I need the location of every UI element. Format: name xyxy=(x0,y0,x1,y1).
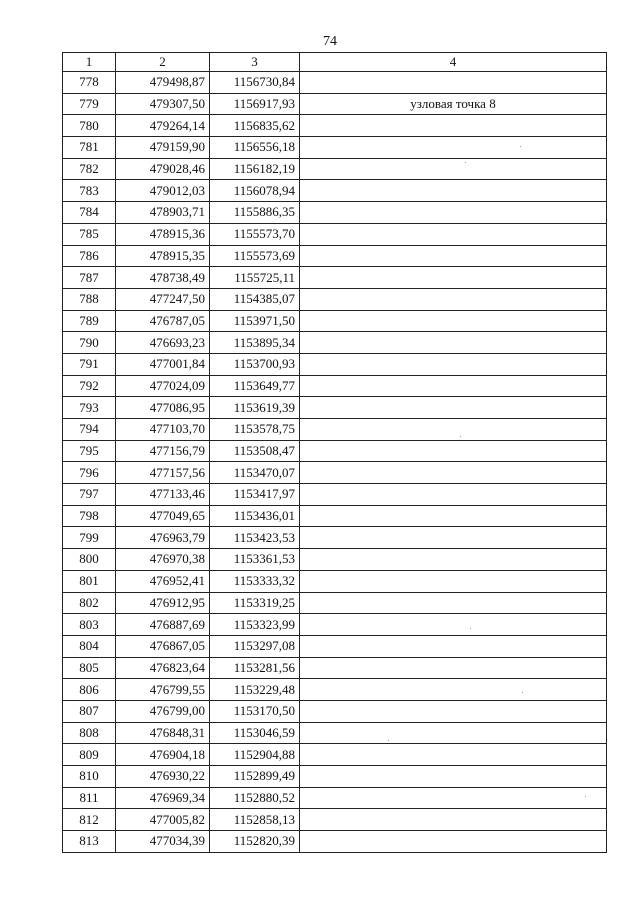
note-cell: узловая точка 8 xyxy=(300,93,607,115)
table-row xyxy=(63,115,607,137)
table-row xyxy=(63,267,607,289)
y-coordinate-cell: 1153971,50 xyxy=(210,310,300,332)
point-number-cell: 807 xyxy=(63,700,116,722)
x-coordinate-cell: 477086,95 xyxy=(116,397,210,419)
y-coordinate-cell: 1156835,62 xyxy=(210,115,300,137)
table-row xyxy=(63,809,607,831)
x-coordinate-cell: 476787,05 xyxy=(116,310,210,332)
table-row xyxy=(63,592,607,614)
point-number-cell: 794 xyxy=(63,419,116,441)
scan-speck xyxy=(465,162,466,163)
point-number-cell: 797 xyxy=(63,484,116,506)
x-coordinate-cell: 476904,18 xyxy=(116,744,210,766)
point-number-cell: 790 xyxy=(63,332,116,354)
table-row xyxy=(63,744,607,766)
y-coordinate-cell: 1153361,53 xyxy=(210,549,300,571)
x-coordinate-cell: 476912,95 xyxy=(116,592,210,614)
x-coordinate-cell: 479498,87 xyxy=(116,72,210,94)
point-number-cell: 793 xyxy=(63,397,116,419)
y-coordinate-cell: 1152904,88 xyxy=(210,744,300,766)
y-coordinate-cell: 1155725,11 xyxy=(210,267,300,289)
table-row xyxy=(63,570,607,592)
point-number-cell: 789 xyxy=(63,310,116,332)
y-coordinate-cell: 1152820,39 xyxy=(210,831,300,853)
y-coordinate-cell: 1153700,93 xyxy=(210,353,300,375)
table-row xyxy=(63,419,607,441)
x-coordinate-cell: 477157,56 xyxy=(116,462,210,484)
note-cell xyxy=(300,592,607,614)
y-coordinate-cell: 1153895,34 xyxy=(210,332,300,354)
x-coordinate-cell: 479159,90 xyxy=(116,137,210,159)
table-row xyxy=(63,462,607,484)
table-row xyxy=(63,202,607,224)
header-col-2: 2 xyxy=(116,53,210,72)
y-coordinate-cell: 1156182,19 xyxy=(210,158,300,180)
note-cell xyxy=(300,614,607,636)
point-number-cell: 781 xyxy=(63,137,116,159)
y-coordinate-cell: 1155573,70 xyxy=(210,223,300,245)
x-coordinate-cell: 479307,50 xyxy=(116,93,210,115)
table-row xyxy=(63,93,607,115)
point-number-cell: 788 xyxy=(63,288,116,310)
note-cell xyxy=(300,484,607,506)
note-cell xyxy=(300,115,607,137)
note-cell xyxy=(300,288,607,310)
point-number-cell: 792 xyxy=(63,375,116,397)
note-cell xyxy=(300,397,607,419)
point-number-cell: 805 xyxy=(63,657,116,679)
note-cell xyxy=(300,419,607,441)
x-coordinate-cell: 476970,38 xyxy=(116,549,210,571)
point-number-cell: 803 xyxy=(63,614,116,636)
coordinates-table xyxy=(62,52,607,853)
note-cell xyxy=(300,310,607,332)
x-coordinate-cell: 477133,46 xyxy=(116,484,210,506)
table-row xyxy=(63,332,607,354)
y-coordinate-cell: 1156078,94 xyxy=(210,180,300,202)
page-number: 74 xyxy=(323,34,337,49)
table-row xyxy=(63,137,607,159)
table-row xyxy=(63,787,607,809)
note-cell xyxy=(300,831,607,853)
x-coordinate-cell: 476887,69 xyxy=(116,614,210,636)
table-row xyxy=(63,766,607,788)
note-cell xyxy=(300,809,607,831)
note-cell xyxy=(300,440,607,462)
x-coordinate-cell: 477049,65 xyxy=(116,505,210,527)
x-coordinate-cell: 477024,09 xyxy=(116,375,210,397)
y-coordinate-cell: 1153508,47 xyxy=(210,440,300,462)
point-number-cell: 812 xyxy=(63,809,116,831)
y-coordinate-cell: 1152858,13 xyxy=(210,809,300,831)
point-number-cell: 795 xyxy=(63,440,116,462)
table-row xyxy=(63,180,607,202)
point-number-cell: 813 xyxy=(63,831,116,853)
note-cell xyxy=(300,180,607,202)
point-number-cell: 798 xyxy=(63,505,116,527)
y-coordinate-cell: 1153229,48 xyxy=(210,679,300,701)
y-coordinate-cell: 1156556,18 xyxy=(210,137,300,159)
point-number-cell: 799 xyxy=(63,527,116,549)
point-number-cell: 809 xyxy=(63,744,116,766)
note-cell xyxy=(300,657,607,679)
table-row xyxy=(63,440,607,462)
note-cell xyxy=(300,679,607,701)
header-col-3: 3 xyxy=(210,53,300,72)
x-coordinate-cell: 476799,55 xyxy=(116,679,210,701)
y-coordinate-cell: 1153319,25 xyxy=(210,592,300,614)
point-number-cell: 785 xyxy=(63,223,116,245)
header-col-1: 1 xyxy=(63,53,116,72)
scan-speck xyxy=(585,796,586,797)
table-row xyxy=(63,831,607,853)
y-coordinate-cell: 1153281,56 xyxy=(210,657,300,679)
note-cell xyxy=(300,353,607,375)
table-row xyxy=(63,635,607,657)
table-row xyxy=(63,614,607,636)
table-header-row xyxy=(63,53,607,72)
note-cell xyxy=(300,332,607,354)
table-row xyxy=(63,657,607,679)
x-coordinate-cell: 479264,14 xyxy=(116,115,210,137)
point-number-cell: 791 xyxy=(63,353,116,375)
note-cell xyxy=(300,72,607,94)
y-coordinate-cell: 1153170,50 xyxy=(210,700,300,722)
table-row xyxy=(63,72,607,94)
point-number-cell: 780 xyxy=(63,115,116,137)
point-number-cell: 786 xyxy=(63,245,116,267)
note-cell xyxy=(300,462,607,484)
table-row xyxy=(63,722,607,744)
scan-speck xyxy=(460,436,461,437)
x-coordinate-cell: 478903,71 xyxy=(116,202,210,224)
y-coordinate-cell: 1153417,97 xyxy=(210,484,300,506)
note-cell xyxy=(300,570,607,592)
point-number-cell: 796 xyxy=(63,462,116,484)
table-row xyxy=(63,375,607,397)
header-col-4: 4 xyxy=(300,53,607,72)
point-number-cell: 808 xyxy=(63,722,116,744)
scan-speck xyxy=(388,740,389,741)
y-coordinate-cell: 1153297,08 xyxy=(210,635,300,657)
y-coordinate-cell: 1153470,07 xyxy=(210,462,300,484)
table-row xyxy=(63,245,607,267)
note-cell xyxy=(300,245,607,267)
note-cell xyxy=(300,549,607,571)
scan-speck xyxy=(522,692,523,693)
table-body xyxy=(63,72,607,853)
x-coordinate-cell: 479028,46 xyxy=(116,158,210,180)
x-coordinate-cell: 476823,64 xyxy=(116,657,210,679)
y-coordinate-cell: 1155886,35 xyxy=(210,202,300,224)
y-coordinate-cell: 1154385,07 xyxy=(210,288,300,310)
x-coordinate-cell: 478915,35 xyxy=(116,245,210,267)
x-coordinate-cell: 476930,22 xyxy=(116,766,210,788)
note-cell xyxy=(300,527,607,549)
table-row xyxy=(63,310,607,332)
note-cell xyxy=(300,766,607,788)
y-coordinate-cell: 1156730,84 xyxy=(210,72,300,94)
x-coordinate-cell: 476848,31 xyxy=(116,722,210,744)
scan-speck xyxy=(470,628,471,629)
note-cell xyxy=(300,202,607,224)
table-row xyxy=(63,505,607,527)
note-cell xyxy=(300,137,607,159)
table-row xyxy=(63,527,607,549)
table-row xyxy=(63,158,607,180)
x-coordinate-cell: 476867,05 xyxy=(116,635,210,657)
note-cell xyxy=(300,635,607,657)
point-number-cell: 784 xyxy=(63,202,116,224)
x-coordinate-cell: 477156,79 xyxy=(116,440,210,462)
x-coordinate-cell: 477005,82 xyxy=(116,809,210,831)
y-coordinate-cell: 1152899,49 xyxy=(210,766,300,788)
x-coordinate-cell: 477103,70 xyxy=(116,419,210,441)
point-number-cell: 778 xyxy=(63,72,116,94)
x-coordinate-cell: 479012,03 xyxy=(116,180,210,202)
table-row xyxy=(63,549,607,571)
y-coordinate-cell: 1156917,93 xyxy=(210,93,300,115)
table-row xyxy=(63,353,607,375)
x-coordinate-cell: 478915,36 xyxy=(116,223,210,245)
point-number-cell: 811 xyxy=(63,787,116,809)
table-row xyxy=(63,484,607,506)
y-coordinate-cell: 1153333,32 xyxy=(210,570,300,592)
point-number-cell: 810 xyxy=(63,766,116,788)
x-coordinate-cell: 476969,34 xyxy=(116,787,210,809)
y-coordinate-cell: 1153046,59 xyxy=(210,722,300,744)
x-coordinate-cell: 477247,50 xyxy=(116,288,210,310)
x-coordinate-cell: 477001,84 xyxy=(116,353,210,375)
x-coordinate-cell: 476693,23 xyxy=(116,332,210,354)
x-coordinate-cell: 476799,00 xyxy=(116,700,210,722)
y-coordinate-cell: 1153578,75 xyxy=(210,419,300,441)
scan-speck xyxy=(520,146,521,147)
point-number-cell: 804 xyxy=(63,635,116,657)
x-coordinate-cell: 476952,41 xyxy=(116,570,210,592)
point-number-cell: 787 xyxy=(63,267,116,289)
y-coordinate-cell: 1153649,77 xyxy=(210,375,300,397)
point-number-cell: 783 xyxy=(63,180,116,202)
table-row xyxy=(63,679,607,701)
table-row xyxy=(63,700,607,722)
y-coordinate-cell: 1153423,53 xyxy=(210,527,300,549)
y-coordinate-cell: 1153323,99 xyxy=(210,614,300,636)
point-number-cell: 806 xyxy=(63,679,116,701)
point-number-cell: 800 xyxy=(63,549,116,571)
y-coordinate-cell: 1153619,39 xyxy=(210,397,300,419)
point-number-cell: 779 xyxy=(63,93,116,115)
note-cell xyxy=(300,787,607,809)
note-cell xyxy=(300,722,607,744)
x-coordinate-cell: 477034,39 xyxy=(116,831,210,853)
note-cell xyxy=(300,700,607,722)
y-coordinate-cell: 1155573,69 xyxy=(210,245,300,267)
note-cell xyxy=(300,375,607,397)
note-cell xyxy=(300,744,607,766)
x-coordinate-cell: 478738,49 xyxy=(116,267,210,289)
note-cell xyxy=(300,267,607,289)
table-row xyxy=(63,397,607,419)
x-coordinate-cell: 476963,79 xyxy=(116,527,210,549)
table-row xyxy=(63,288,607,310)
point-number-cell: 801 xyxy=(63,570,116,592)
note-cell xyxy=(300,505,607,527)
note-cell xyxy=(300,223,607,245)
point-number-cell: 782 xyxy=(63,158,116,180)
y-coordinate-cell: 1153436,01 xyxy=(210,505,300,527)
note-cell xyxy=(300,158,607,180)
y-coordinate-cell: 1152880,52 xyxy=(210,787,300,809)
point-number-cell: 802 xyxy=(63,592,116,614)
table-row xyxy=(63,223,607,245)
